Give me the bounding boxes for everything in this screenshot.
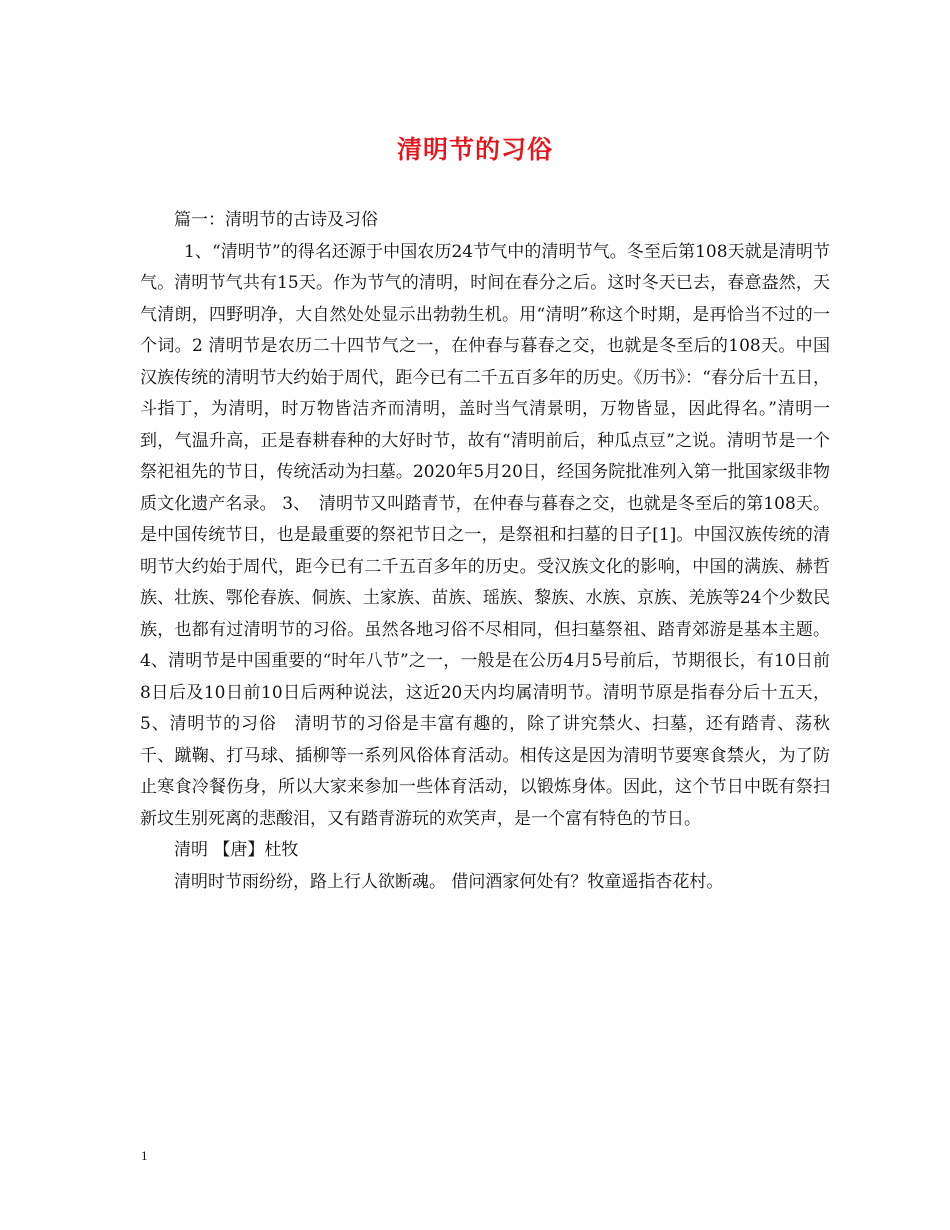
- page-number: 1: [141, 1148, 148, 1163]
- main-paragraph: 1、“清明节”的得名还源于中国农历24节气中的清明节气。冬至后第108天就是清明节气。清明节气共有15天。作为节气的清明，时间在春分之后。这时冬天已去，春意盎然，天气清朗，四野明净，大自然处处显示出勃勃生机。用“清明”称这个时期，是再恰当不过的一个词。2 清明节是农历二十四节气之一，在仲春与暮春之交，也就是冬至后的108天。中国汉族传统的清明节大约始于周代，距今已有二千五百多年的历史。《历书》：“春分后十五日，斗指丁，为清明，时万物皆洁齐而清明，盖时当气清景明，万物皆显，因此得名。”清明一到，气温升高，正是春耕春种的大好时节，故有“清明前后，种瓜点豆”之说。清明节是一个祭祀祖先的节日，传统活动为扫墓。2020年5月20日，经国务院批准列入第一批国家级非物质文化遗产名录。 3、 清明节又叫踏青节，在仲春与暮春之交，也就是冬至后的第108天。是中国传统节日，也是最重要的祭祀节日之一，是祭祖和扫墓的日子[1]。中国汉族传统的清明节大约始于周代，距今已有二千五百多年的历史。受汉族文化的影响，中国的满族、赫哲族、壮族、鄂伦春族、侗族、土家族、苗族、瑶族、黎族、水族、京族、羌族等24个少数民族，也都有过清明节的习俗。虽然各地习俗不尽相同，但扫墓祭祖、踏青郊游是基本主题。4、清明节是中国重要的“时年八节”之一，一般是在公历4月5号前后，节期很长，有10日前8日后及10日前10日后两种说法，这近20天内均属清明节。清明节原是指春分后十五天，5、清明节的习俗 清明节的习俗是丰富有趣的，除了讲究禁火、扫墓，还有踏青、荡秋千、蹴鞠、打马球、插柳等一系列风俗体育活动。相传这是因为清明节要寒食禁火，为了防止寒食冷餐伤身，所以大家来参加一些体育活动，以锻炼身体。因此，这个节日中既有祭扫新坟生别死离的悲酸泪，又有踏青游玩的欢笑声，是一个富有特色的节日。: [140, 241, 830, 829]
- document-title: 清明节的习俗: [396, 135, 553, 164]
- document-body: [140, 205, 830, 898]
- poem-text: 清明时节雨纷纷，路上行人欲断魂。 借问酒家何处有？牧童遥指杏花村。: [174, 871, 724, 892]
- section-heading: 篇一：清明节的古诗及习俗: [174, 210, 378, 230]
- poem-heading: 清明 【唐】杜牧: [174, 840, 299, 860]
